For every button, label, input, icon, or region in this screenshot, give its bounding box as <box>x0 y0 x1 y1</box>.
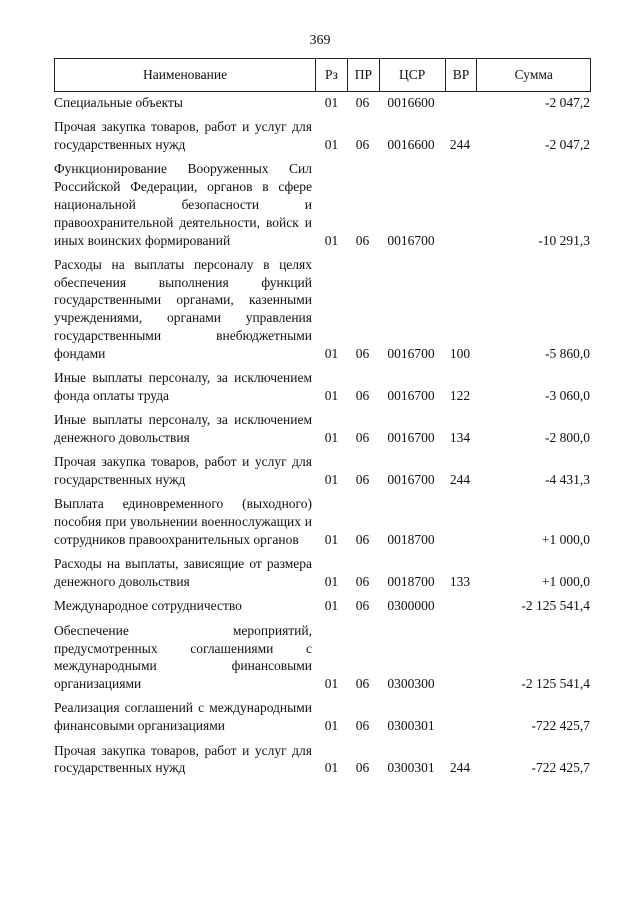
row-rz: 01 <box>324 95 339 110</box>
row-pr: 06 <box>355 676 370 692</box>
row-csr: 0018700 <box>387 574 435 590</box>
table-row <box>54 622 590 693</box>
row-name: Расходы на выплаты, зависящие от размера денежного довольствия <box>54 556 312 590</box>
row-name: Иные выплаты персоналу, за исключением фонда оплаты труда <box>54 370 312 403</box>
table-row <box>54 453 590 489</box>
row-pr: 06 <box>355 232 370 248</box>
row-rz: 01 <box>324 232 339 248</box>
row-sum: -2 800,0 <box>545 430 590 446</box>
header-name: Наименование <box>55 59 316 91</box>
row-csr: 0016600 <box>387 137 435 153</box>
row-pr: 06 <box>355 95 370 110</box>
row-pr: 06 <box>355 137 370 153</box>
row-vr: 122 <box>449 387 471 403</box>
row-vr: 133 <box>449 574 471 590</box>
header-vr: ВР <box>446 59 478 91</box>
row-rz: 01 <box>324 345 339 361</box>
table-row <box>54 411 590 447</box>
row-pr: 06 <box>355 387 370 403</box>
row-sum: -10 291,3 <box>538 232 590 248</box>
row-sum: -2 047,2 <box>545 95 590 110</box>
row-vr: 100 <box>449 345 471 361</box>
table-row <box>54 742 590 778</box>
row-sum: -4 431,3 <box>545 472 590 488</box>
row-csr: 0300000 <box>387 598 435 614</box>
row-csr: 0016700 <box>387 232 435 248</box>
row-csr: 0300301 <box>387 718 435 734</box>
row-sum: -2 125 541,4 <box>521 598 590 614</box>
row-rz: 01 <box>324 676 339 692</box>
header-csr: ЦСР <box>380 59 446 91</box>
row-rz: 01 <box>324 430 339 446</box>
row-csr: 0016700 <box>387 472 435 488</box>
row-sum: -5 860,0 <box>545 345 590 361</box>
row-csr: 0016600 <box>387 95 435 110</box>
row-pr: 06 <box>355 574 370 590</box>
page-number: 369 <box>309 33 331 48</box>
row-csr: 0300301 <box>387 760 435 776</box>
row-sum: -2 125 541,4 <box>521 676 590 692</box>
table-row <box>54 256 590 363</box>
row-name: Иные выплаты персоналу, за исключением денежного довольствия <box>54 412 312 446</box>
row-rz: 01 <box>324 718 339 734</box>
row-name: Расходы на выплаты персоналу в целях обеспечения выполнения функций государственными органами, казенными учреждениями, органами управления государственными внебюджетными фондами <box>54 256 312 361</box>
row-pr: 06 <box>355 532 370 548</box>
row-pr: 06 <box>355 598 370 614</box>
row-rz: 01 <box>324 532 339 548</box>
row-rz: 01 <box>324 598 339 614</box>
table-header <box>54 58 591 92</box>
table-row <box>54 160 590 249</box>
row-sum: +1 000,0 <box>541 532 590 548</box>
row-sum: -722 425,7 <box>531 760 590 776</box>
row-rz: 01 <box>324 387 339 403</box>
row-name: Выплата единовременного (выходного) пособия при увольнении военнослужащих и сотрудников правоохранительных органов <box>54 496 312 548</box>
row-csr: 0016700 <box>387 430 435 446</box>
row-pr: 06 <box>355 345 370 361</box>
table-body <box>54 94 590 784</box>
row-vr: 244 <box>449 472 471 488</box>
row-csr: 0300300 <box>387 676 435 692</box>
row-csr: 0016700 <box>387 387 435 403</box>
header-pr: ПР <box>348 59 380 91</box>
table-row <box>54 118 590 154</box>
row-name: Прочая закупка товаров, работ и услуг для государственных нужд <box>54 119 312 153</box>
table-row <box>54 369 590 405</box>
row-rz: 01 <box>324 760 339 776</box>
row-csr: 0016700 <box>387 345 435 361</box>
header-rz: Рз <box>316 59 348 91</box>
row-rz: 01 <box>324 574 339 590</box>
row-pr: 06 <box>355 472 370 488</box>
header-sum: Сумма <box>514 67 553 82</box>
row-name: Реализация соглашений с международными финансовыми организациями <box>54 700 312 734</box>
row-pr: 06 <box>355 430 370 446</box>
row-csr: 0018700 <box>387 532 435 548</box>
table-row <box>54 597 590 615</box>
row-name: Прочая закупка товаров, работ и услуг для государственных нужд <box>54 454 312 488</box>
row-name: Обеспечение мероприятий, предусмотренных соглашениями с международными финансовыми организациями <box>54 622 312 692</box>
row-rz: 01 <box>324 472 339 488</box>
table-row <box>54 94 590 112</box>
row-sum: +1 000,0 <box>541 574 590 590</box>
row-pr: 06 <box>355 760 370 776</box>
table-row <box>54 699 590 735</box>
row-name: Функционирование Вооруженных Сил Российской Федерации, органов в сфере национальной безопасности и правоохранительной деятельности, войск и иных воинских формирований <box>54 161 312 248</box>
row-vr: 134 <box>449 430 471 446</box>
row-name: Специальные объекты <box>54 95 183 110</box>
row-name: Прочая закупка товаров, работ и услуг для государственных нужд <box>54 742 312 776</box>
table-row <box>54 495 590 548</box>
row-sum: -3 060,0 <box>545 387 590 403</box>
row-sum: -722 425,7 <box>531 718 590 734</box>
row-vr: 244 <box>449 760 471 776</box>
row-pr: 06 <box>355 718 370 734</box>
row-sum: -2 047,2 <box>545 137 590 153</box>
table-row <box>54 555 590 591</box>
row-name: Международное сотрудничество <box>54 598 242 614</box>
row-vr: 244 <box>449 137 471 153</box>
row-rz: 01 <box>324 137 339 153</box>
